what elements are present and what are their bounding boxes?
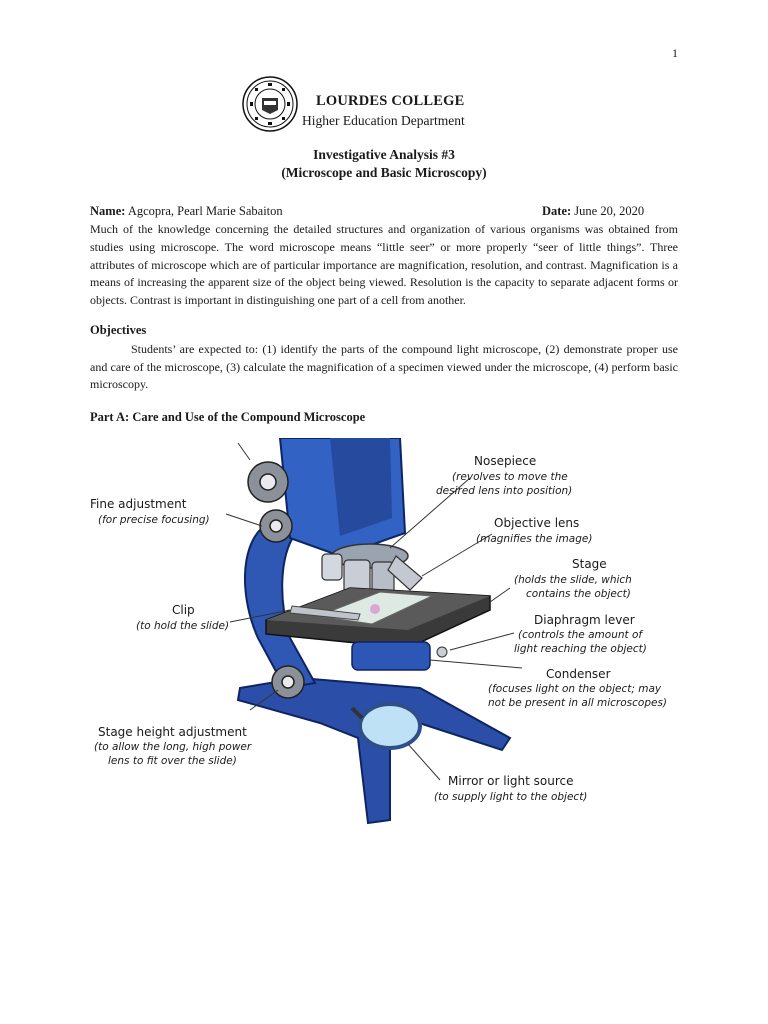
label-nosepiece: Nosepiece <box>474 454 537 468</box>
label-clip: Clip <box>172 603 195 617</box>
label-nosepiece-desc-1: (revolves to move the <box>452 471 568 483</box>
college-seal-icon <box>242 76 298 132</box>
intro-paragraph: Much of the knowledge concerning the detailed structures and organization of various organisms was obtained from studies using microscope. The word microscope means “little seer” or more properly “seer of little things”. Three attributes of microscope which are of particular importance are magnification, resolution, and contrast. Magnification is a means of increasing the apparent size of the object being viewed. Resolution is the capacity to separate adjacent forms or objects. Contrast is important in distinguishing one part of a cell from another. <box>90 222 678 308</box>
name-label: Name: <box>90 204 126 218</box>
label-fine-adjustment-desc: (for precise focusing) <box>98 514 210 526</box>
mirror <box>360 704 420 748</box>
label-stage: Stage <box>572 557 607 571</box>
label-objective-lens-desc: (magnifies the image) <box>476 533 593 545</box>
label-stage-desc-2: contains the object) <box>526 588 631 600</box>
date-value: June 20, 2020 <box>574 204 645 218</box>
microscope-diagram <box>90 438 690 828</box>
label-objective-lens: Objective lens <box>494 516 580 530</box>
objectives-heading: Objectives <box>90 323 147 337</box>
letterhead <box>242 76 542 136</box>
department-name: Higher Education Department <box>302 113 465 128</box>
label-clip-desc: (to hold the slide) <box>136 620 230 632</box>
date-field <box>542 204 644 219</box>
name-value: Agcopra, Pearl Marie Sabaiton <box>127 204 283 218</box>
label-condenser-desc-2: not be present in all microscopes) <box>488 697 668 709</box>
title-line-2: (Microscope and Basic Microscopy) <box>281 165 487 180</box>
label-fine-adjustment: Fine adjustment <box>90 497 187 511</box>
label-stage-height: Stage height adjustment <box>98 725 247 739</box>
document-title <box>0 146 768 182</box>
label-mirror-desc: (to supply light to the object) <box>434 791 588 803</box>
date-label: Date: <box>542 204 572 218</box>
label-diaphragm-lever-desc-2: light reaching the object) <box>514 643 647 655</box>
label-diaphragm-lever: Diaphragm lever <box>534 613 635 627</box>
label-mirror: Mirror or light source <box>448 774 574 788</box>
part-a-heading: Part A: Care and Use of the Compound Microscope <box>90 410 366 424</box>
condenser <box>352 642 430 670</box>
diaphragm-lever-knob <box>437 647 447 657</box>
label-nosepiece-desc-2: desired lens into position) <box>436 485 573 497</box>
label-stage-height-desc-1: (to allow the long, high power <box>94 741 252 753</box>
label-condenser-desc-1: (focuses light on the object; may <box>488 683 662 695</box>
page-number: 1 <box>672 46 678 60</box>
name-date-line <box>90 204 678 219</box>
title-line-1: Investigative Analysis #3 <box>313 147 455 162</box>
label-stage-height-desc-2: lens to fit over the slide) <box>108 755 237 767</box>
label-diaphragm-lever-desc-1: (controls the amount of <box>518 629 643 641</box>
college-name: LOURDES COLLEGE <box>316 93 465 109</box>
label-stage-desc-1: (holds the slide, which <box>514 574 632 586</box>
objectives-paragraph: Students’ are expected to: (1) identify the parts of the compound light microscope, (2) demonstrate proper use and care of the microscope, (3) calculate the magnification of a specimen viewed under the microscope, (4) perform basic microscopy. <box>90 342 678 392</box>
label-condenser: Condenser <box>546 667 611 681</box>
